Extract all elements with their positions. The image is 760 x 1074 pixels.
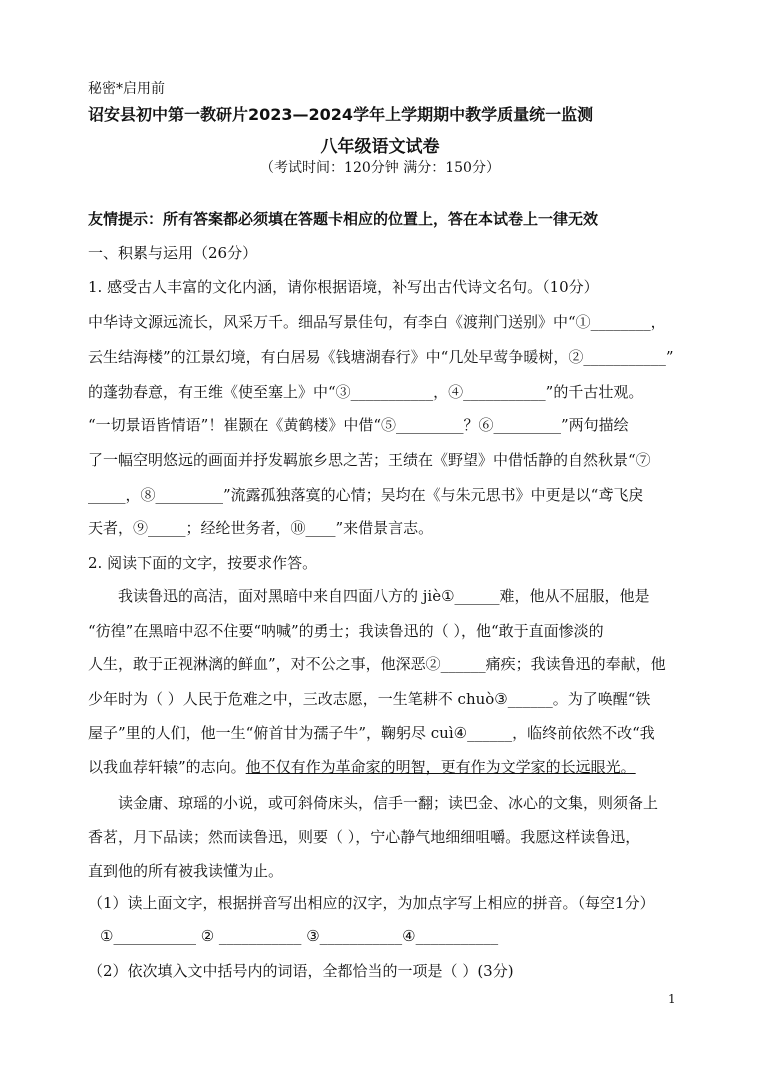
question-1-line: 的蓬勃春意，有王维《使至塞上》中“③___________，④___________”的千古壮观。	[88, 383, 644, 401]
passage-line	[88, 756, 636, 777]
sub-question-1: （1）读上面文字，根据拼音写出相应的汉字，为加点字写上相应的拼音。（每空1分）	[88, 894, 655, 912]
exam-subtitle: 八年级语文试卷	[320, 137, 440, 157]
passage-line: 屋子”里的人们，他一生“俯首甘为孺子牛”，鞠躬尽 cuì④______，临终前依然不改“我	[88, 724, 655, 742]
passage-line: 香茗，月下品读；然而读鲁迅，则要（ ），宁心静气地细细咀嚼。我愿这样读鲁迅，	[88, 828, 641, 846]
page-number: 1	[668, 992, 676, 1006]
question-1-line: _____，⑧_________”流露孤独落寞的心情；吴均在《与朱元思书》中更是以“鸢飞戾	[88, 486, 644, 504]
question-1-title: 1. 感受古人丰富的文化内涵，请你根据语境，补写出古代诗文名句。（10分）	[88, 278, 599, 296]
passage-text: 以我血荐轩辕”的志向。	[88, 758, 246, 776]
question-1-line: 中华诗文源远流长，风采万千。细品写景佳句，有李白《渡荆门送别》中“①________，	[88, 313, 666, 331]
sub-question-2: （2）依次填入文中括号内的词语，全都恰当的一项是（ ）(3分)	[88, 962, 514, 980]
question-1-line: “一切景语皆情语”！崔颢在《黄鹤楼》中借“⑤_________？⑥_________”两句描绘	[88, 416, 629, 434]
question-1-line: 天者，⑨_____；经纶世务者，⑩____”来借景言志。	[88, 519, 434, 537]
secret-label: 秘密*启用前	[88, 81, 165, 97]
passage-line: 读金庸、琼瑶的小说，或可斜倚床头，信手一翻；读巴金、冰心的文集，则须备上	[118, 794, 659, 812]
passage-line: “彷徨”在黑暗中忍不住要“呐喊”的勇士；我读鲁迅的（ ），他“敢于直面惨淡的	[88, 622, 604, 640]
exam-title: 诏安县初中第一教研片2023—2024学年上学期期中教学质量统一监测	[88, 105, 594, 124]
answer-blanks: ①___________ ② ___________ ③___________④___________	[100, 927, 499, 945]
question-1-line: 云生结海楼”的江景幻境，有白居易《钱塘湖春行》中“几处早莺争暖树，②___________”	[88, 348, 674, 366]
passage-line: 直到他的所有被我读懂为止。	[88, 862, 284, 880]
question-2-title: 2. 阅读下面的文字，按要求作答。	[88, 554, 318, 572]
question-1-line: 了一幅空明悠远的画面并抒发羁旅乡思之苦；王绩在《野望》中借恬静的自然秋景“⑦	[88, 451, 651, 469]
passage-line: 少年时为（ ）人民于危难之中，三改志愿，一生笔耕不 chuò③______。为了唤醒“铁	[88, 690, 651, 708]
passage-line: 我读鲁迅的高洁，面对黑暗中来自四面八方的 jiè①______难，他从不屈服，他是	[118, 587, 650, 605]
section-heading: 一、积累与运用（26分）	[88, 244, 258, 262]
notice: 友情提示：所有答案都必须填在答题卡相应的位置上，答在本试卷上一律无效	[88, 210, 599, 228]
underlined-sentence: 他不仅有作为革命家的明智，更有作为文学家的长远眼光。	[245, 758, 636, 776]
exam-info: （考试时间：120分钟 满分：150分）	[260, 160, 500, 176]
passage-line: 人生，敢于正视淋漓的鲜血”，对不公之事，他深恶②______痛疾；我读鲁迅的奉献，他	[88, 655, 666, 673]
